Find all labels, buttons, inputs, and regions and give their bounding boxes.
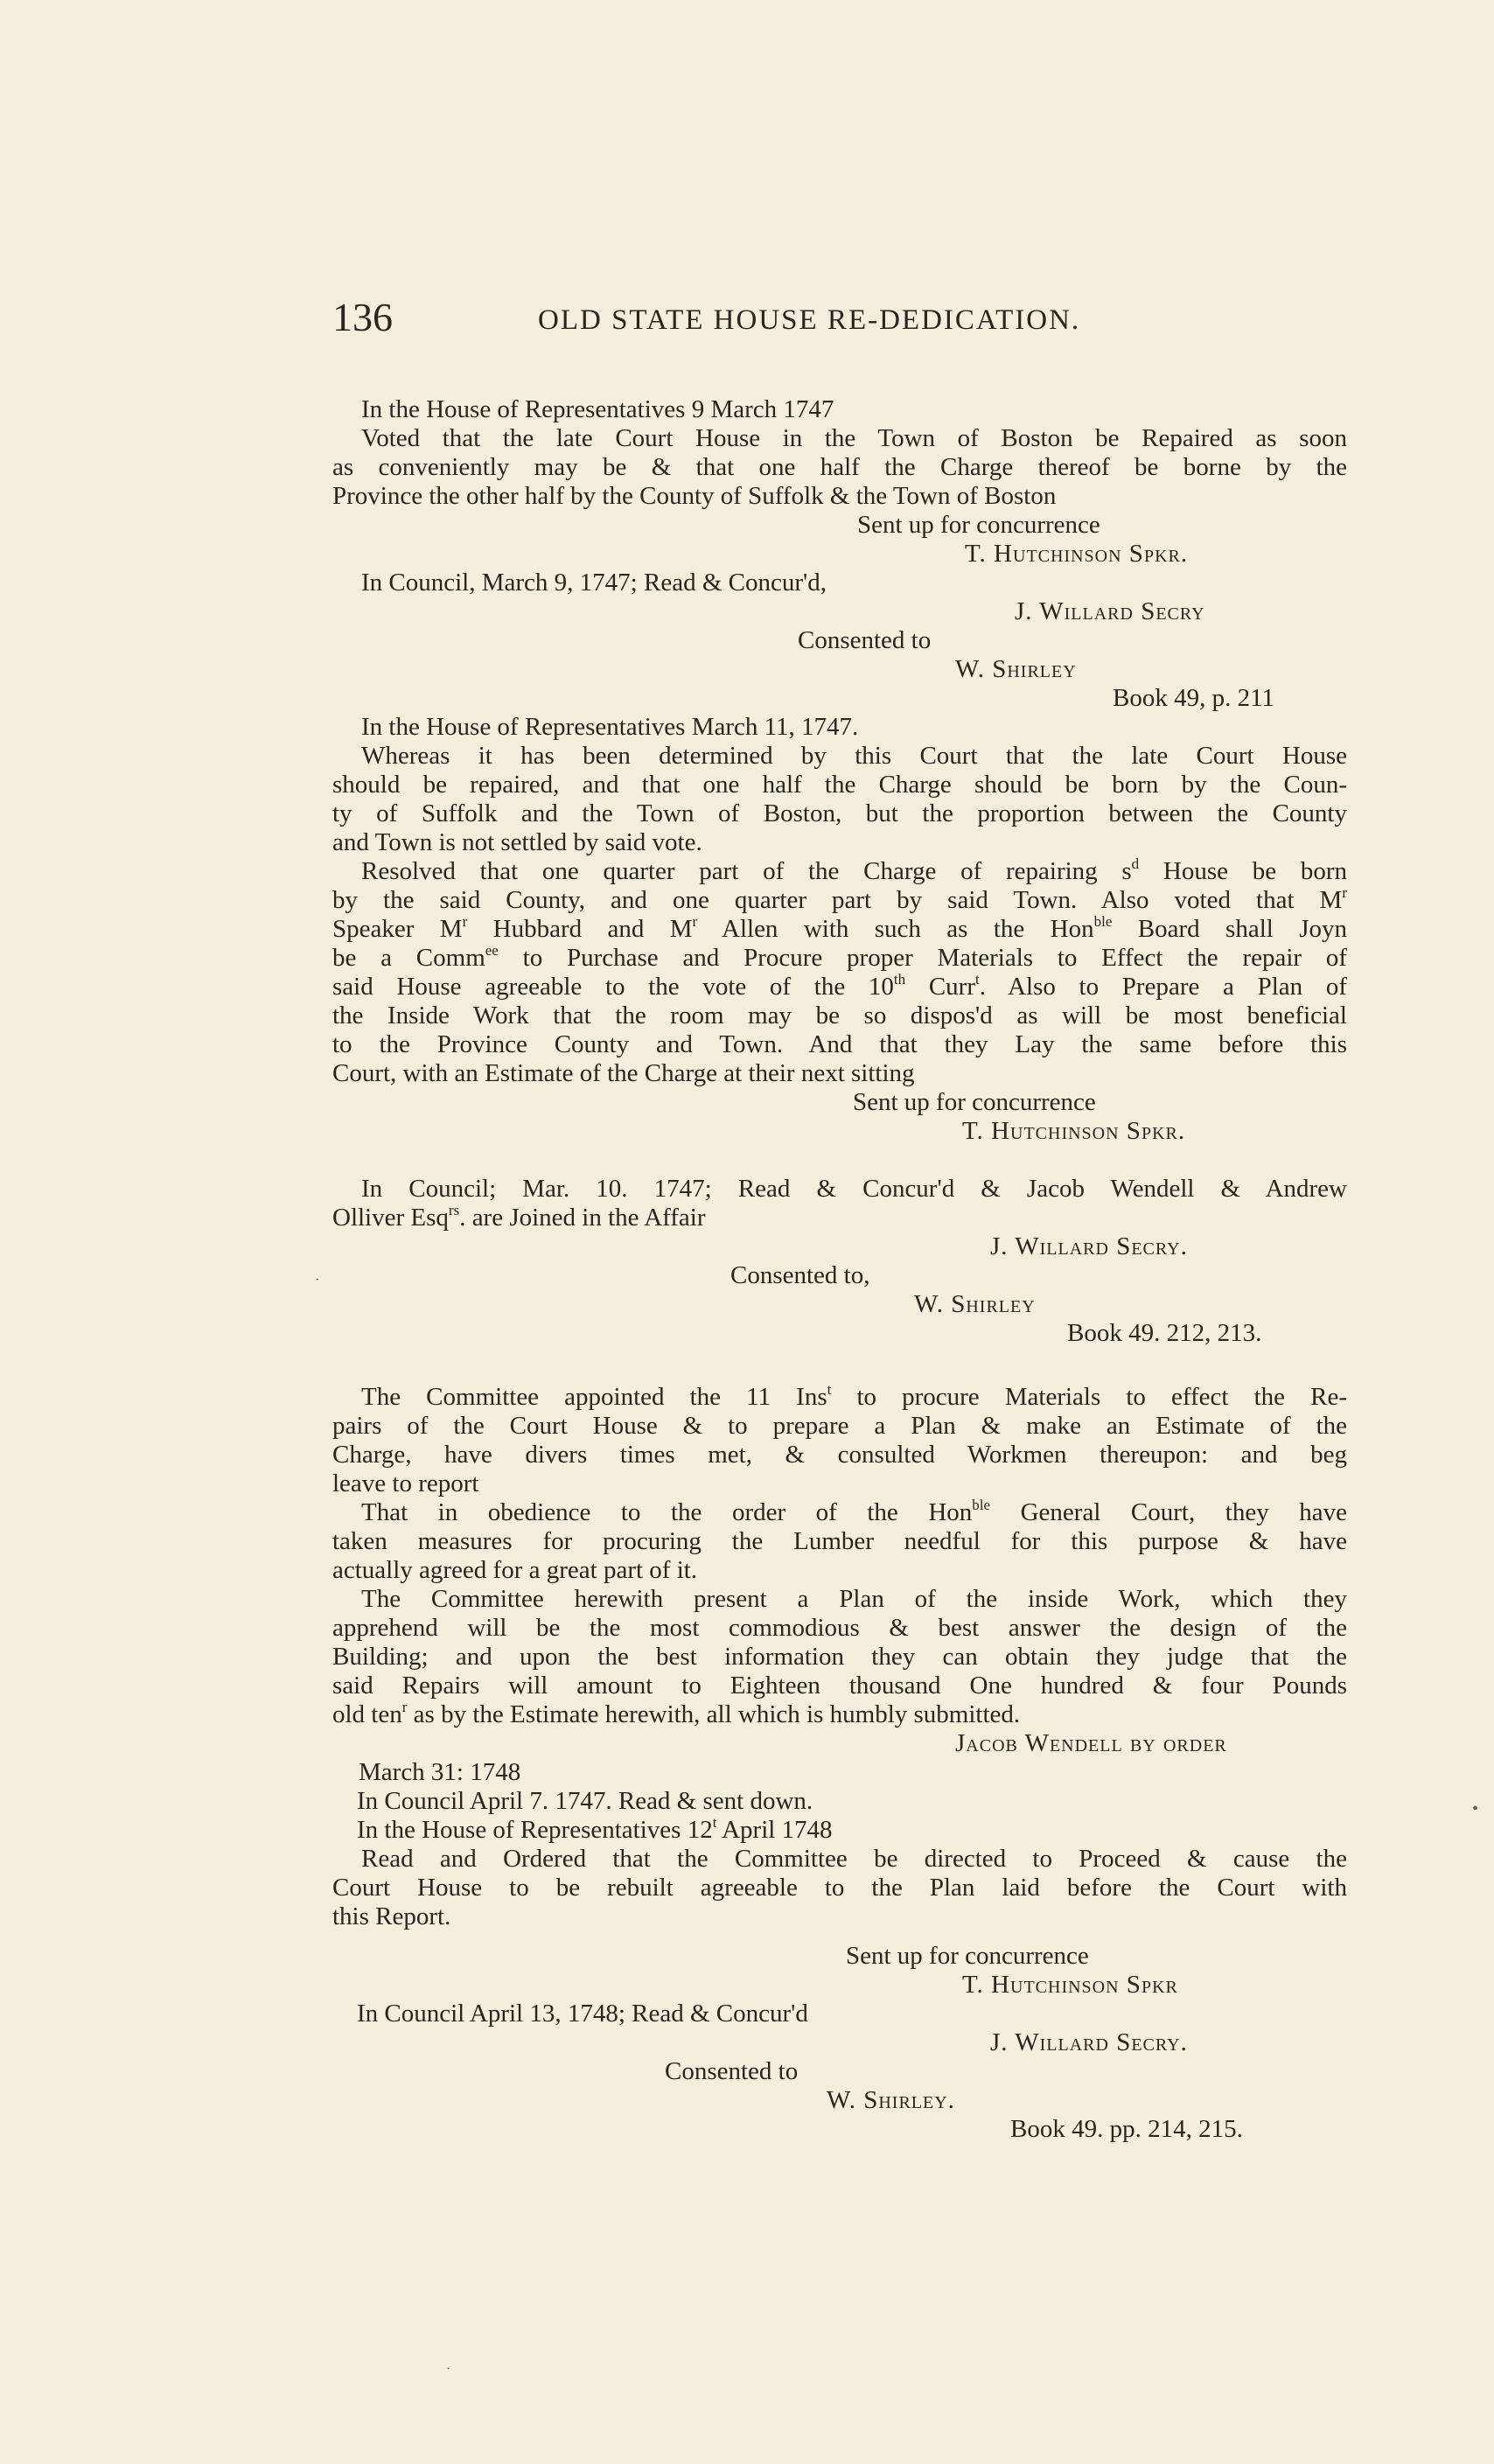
paper-speck: ·: [446, 2362, 451, 2377]
page-header: [332, 291, 1190, 344]
text-line: The Committee herewith present a Plan of the inside Work, which they: [361, 1585, 1347, 1613]
text-line: taken measures for procuring the Lumber needful for this purpose & have: [332, 1527, 1347, 1555]
text-line: apprehend will be the most commodious & best answer the design of the: [332, 1614, 1347, 1642]
running-head: OLD STATE HOUSE RE-DEDICATION.: [538, 304, 1081, 336]
spacer: [332, 1931, 1347, 1942]
date-line: March 31: 1748: [359, 1758, 521, 1786]
text-line: Whereas it has been determined by this Court that the late Court House: [361, 742, 1347, 770]
text-line: the Inside Work that the room may be so dispos'd as will be most beneficial: [332, 1002, 1347, 1030]
text-line: Sent up for concurrence: [853, 1088, 1096, 1116]
text-line: Voted that the late Court House in the Town of Boston be Repaired as soon: [361, 424, 1347, 452]
spacer: [332, 1348, 1347, 1383]
text-line: said Repairs will amount to Eighteen thousand One hundred & four Pounds: [332, 1672, 1347, 1700]
signature-governor: W. Shirley: [955, 655, 1077, 683]
text-line: and Town is not settled by said vote.: [332, 828, 702, 856]
text-line: In Council, March 9, 1747; Read & Concur'd,: [361, 569, 827, 597]
text-line: In Council April 13, 1748; Read & Concur'd: [357, 2000, 808, 2028]
text-line: Consented to: [665, 2057, 799, 2085]
signature-governor: W. Shirley: [914, 1290, 1036, 1318]
text-line: Speaker $M^r$ Hubbard and $M^r$ Allen with such as the Hon$^{ble}$ Board shall Joyn: [332, 915, 1347, 943]
text-line: said House agreeable to the vote of the 10th Curr$^t$. Also to Prepare a Plan of: [332, 973, 1347, 1001]
text-line: to the Province County and Town. And that they Lay the same before this: [332, 1030, 1347, 1058]
text-line: pairs of the Court House & to prepare a Plan & make an Estimate of the: [332, 1412, 1347, 1440]
text-line: ty of Suffolk and the Town of Boston, but the proportion between the County: [332, 799, 1347, 827]
signature-secretary: J. Willard Secry.: [990, 2028, 1188, 2056]
text-line: leave to report: [332, 1469, 479, 1497]
document-body: [332, 395, 1347, 2144]
text-line: Sent up for concurrence: [857, 511, 1100, 539]
citation: Book 49. 212, 213.: [1067, 1319, 1262, 1347]
text-line: this Report.: [332, 1902, 451, 1930]
text-line: Charge, have divers times met, & consulted Workmen thereupon: and beg: [332, 1441, 1347, 1469]
text-line: In the House of Representatives 12$^t$ April 1748: [357, 1814, 833, 1844]
text-line: actually agreed for a great part of it.: [332, 1556, 698, 1584]
entry-house-11-march: [332, 713, 1347, 1146]
signature-speaker: T. Hutchinson Spkr.: [962, 1117, 1186, 1145]
text-line: Read and Ordered that the Committee be directed to Proceed & cause the: [361, 1845, 1347, 1873]
text-line: In Council April 7. 1747. Read & sent down.: [357, 1787, 813, 1815]
signature-speaker: T. Hutchinson Spkr: [962, 1971, 1178, 1999]
text-line: The Committee appointed the 11 Ins$^t$ to procure Materials to effect the Re-: [361, 1383, 1347, 1411]
paper-speck: •: [1472, 1799, 1479, 1818]
text-line: Sent up for concurrence: [846, 1942, 1089, 1970]
text-line: old ten$^r$ as by the Estimate herewith, all which is humbly submitted.: [332, 1699, 1021, 1728]
text-line: should be repaired, and that one half the Charge should be born by the Coun-: [332, 771, 1347, 799]
text-line: Consented to,: [730, 1261, 870, 1289]
signature-governor: W. Shirley.: [827, 2086, 955, 2114]
text-line: Building; and upon the best information they can obtain they judge that the: [332, 1643, 1347, 1671]
citation: Book 49. pp. 214, 215.: [1010, 2115, 1243, 2143]
entry-house-9-march: [332, 395, 1347, 713]
entry-committee-report: [332, 1383, 1347, 2144]
text-line: Olliver Esq$^{rs}$. are Joined in the Affair: [332, 1202, 706, 1232]
text-line: In the House of Representatives March 11, 1747.: [361, 713, 859, 741]
text-line: be a Comm$^{ee}$ to Purchase and Procure proper Materials to Effect the repair of: [332, 944, 1347, 972]
signature-secretary: J. Willard Secry: [1015, 597, 1205, 625]
text-line: In the House of Representatives 9 March 1747: [361, 395, 834, 423]
paper-speck: ·: [315, 1273, 320, 1288]
text-line: as conveniently may be & that one half the Charge thereof be borne by the: [332, 453, 1347, 481]
text-line: That in obedience to the order of the Hon$^{ble}$ General Court, they have: [361, 1498, 1347, 1526]
text-line: Consented to: [798, 626, 932, 654]
spacer: [332, 1146, 1347, 1175]
page-number: 136: [332, 295, 393, 339]
entry-council-10-march: [332, 1175, 1347, 1348]
signature-secretary: J. Willard Secry.: [990, 1232, 1188, 1260]
text-line: Court House to be rebuilt agreeable to the Plan laid before the Court with: [332, 1874, 1347, 1902]
citation: Book 49, p. 211: [1113, 684, 1275, 712]
text-line: Resolved that one quarter part of the Charge of repairing $s^d$ House be born: [361, 857, 1347, 885]
text-line: Court, with an Estimate of the Charge at their next sitting: [332, 1059, 915, 1087]
text-line: by the said County, and one quarter part by said Town. Also voted that $M^r$: [332, 886, 1347, 914]
text-line: In Council; Mar. 10. 1747; Read & Concur'd & Jacob Wendell & Andrew: [361, 1175, 1347, 1203]
text-line: Province the other half by the County of Suffolk & the Town of Boston: [332, 482, 1057, 510]
signature-speaker: T. Hutchinson Spkr.: [965, 540, 1189, 568]
signature-committee: Jacob Wendell by order: [955, 1729, 1227, 1757]
